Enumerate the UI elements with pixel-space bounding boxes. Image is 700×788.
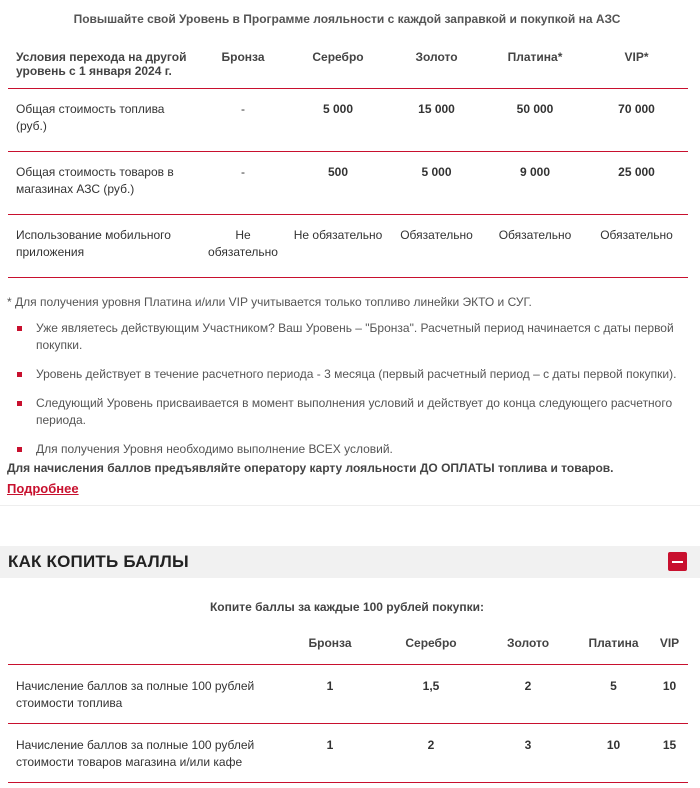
- table-cell: 9 000: [485, 152, 585, 215]
- table-row: [8, 215, 688, 278]
- loyalty-card-warning: Для начисления баллов предъявляйте оператору карту лояльности ДО ОПЛАТЫ топлива и товаров.: [7, 461, 614, 475]
- levels-header-conditions: Условия перехода на другой уровень с 1 января 2024 г.: [16, 50, 187, 78]
- table-row: [8, 665, 688, 724]
- row-label-mobile-app: Использование мобильного приложения: [8, 215, 198, 278]
- table-cell: 2: [480, 665, 576, 724]
- table-cell: 15 000: [388, 89, 485, 152]
- table-cell: -: [198, 89, 288, 152]
- table-cell: 10: [651, 665, 688, 724]
- row-label-goods: Общая стоимость товаров в магазинах АЗС (руб.): [8, 152, 198, 215]
- table-cell: 50 000: [485, 89, 585, 152]
- row-label-goods-points: Начисление баллов за полные 100 рублей стоимости товаров магазина и/или кафе: [8, 724, 278, 783]
- points-header-row: [8, 630, 688, 665]
- points-header-platinum: Платина: [588, 636, 639, 650]
- list-item: [16, 441, 690, 458]
- list-item-text: Следующий Уровень присваивается в момент выполнения условий и действует до конца следующего расчетного периода.: [36, 396, 673, 427]
- levels-header-vip: VIP*: [624, 50, 649, 64]
- points-header-silver: Серебро: [405, 636, 457, 650]
- points-table: [8, 630, 688, 783]
- table-cell: 5 000: [388, 152, 485, 215]
- levels-header-platinum: Платина*: [507, 50, 563, 64]
- list-item: [16, 366, 690, 383]
- table-cell: 15: [651, 724, 688, 783]
- rules-list: [16, 320, 690, 470]
- table-row: [8, 152, 688, 215]
- section-header[interactable]: [0, 546, 700, 578]
- levels-header-row: [8, 44, 688, 89]
- levels-table: [8, 44, 688, 278]
- table-cell: -: [198, 152, 288, 215]
- table-row: [8, 724, 688, 783]
- table-cell: Не обязательно: [288, 215, 388, 278]
- table-cell: Обязательно: [485, 215, 585, 278]
- list-item: [16, 395, 690, 429]
- table-cell: 10: [576, 724, 651, 783]
- table-cell: Обязательно: [585, 215, 688, 278]
- divider: [0, 505, 700, 506]
- table-cell: Не обязательно: [198, 215, 288, 278]
- table-row: [8, 89, 688, 152]
- levels-header-gold: Золото: [415, 50, 458, 64]
- table-cell: 5 000: [288, 89, 388, 152]
- points-header-vip: VIP: [659, 636, 680, 650]
- table-cell: Обязательно: [388, 215, 485, 278]
- list-item: [16, 320, 690, 354]
- levels-header-bronze: Бронза: [221, 50, 265, 64]
- bullet-icon: [17, 401, 22, 406]
- section-title: КАК КОПИТЬ БАЛЛЫ: [8, 552, 189, 571]
- row-label-fuel: Общая стоимость топлива (руб.): [8, 89, 198, 152]
- points-header-bronze: Бронза: [308, 636, 352, 650]
- table-cell: 500: [288, 152, 388, 215]
- more-link[interactable]: Подробнее: [7, 481, 79, 496]
- bullet-icon: [17, 447, 22, 452]
- list-item-text: Уже являетесь действующим Участником? Ваш Уровень – "Бронза". Расчетный период начинается с даты первой покупки.: [36, 321, 674, 352]
- minus-icon: [672, 561, 683, 563]
- table-cell: 25 000: [585, 152, 688, 215]
- table-cell: 1: [278, 665, 382, 724]
- bullet-icon: [17, 326, 22, 331]
- levels-title: Повышайте свой Уровень в Программе лояльности с каждой заправкой и покупкой на АЗС: [73, 12, 621, 26]
- points-title: Копите баллы за каждые 100 рублей покупки:: [209, 600, 484, 614]
- row-label-fuel-points: Начисление баллов за полные 100 рублей стоимости топлива: [8, 665, 278, 724]
- table-cell: 3: [480, 724, 576, 783]
- footnote: * Для получения уровня Платина и/или VIP учитывается только топливо линейки ЭКТО и СУГ.: [7, 295, 532, 309]
- table-cell: 1,5: [382, 665, 480, 724]
- points-header-empty: [8, 630, 278, 665]
- levels-header-silver: Серебро: [312, 50, 364, 64]
- table-cell: 1: [278, 724, 382, 783]
- table-cell: 2: [382, 724, 480, 783]
- points-header-gold: Золото: [506, 636, 550, 650]
- list-item-text: Уровень действует в течение расчетного периода - 3 месяца (первый расчетный период – с даты первой покупки).: [36, 367, 677, 381]
- collapse-button[interactable]: [668, 552, 687, 571]
- table-cell: 70 000: [585, 89, 688, 152]
- list-item-text: Для получения Уровня необходимо выполнение ВСЕХ условий.: [36, 442, 393, 456]
- bullet-icon: [17, 372, 22, 377]
- table-cell: 5: [576, 665, 651, 724]
